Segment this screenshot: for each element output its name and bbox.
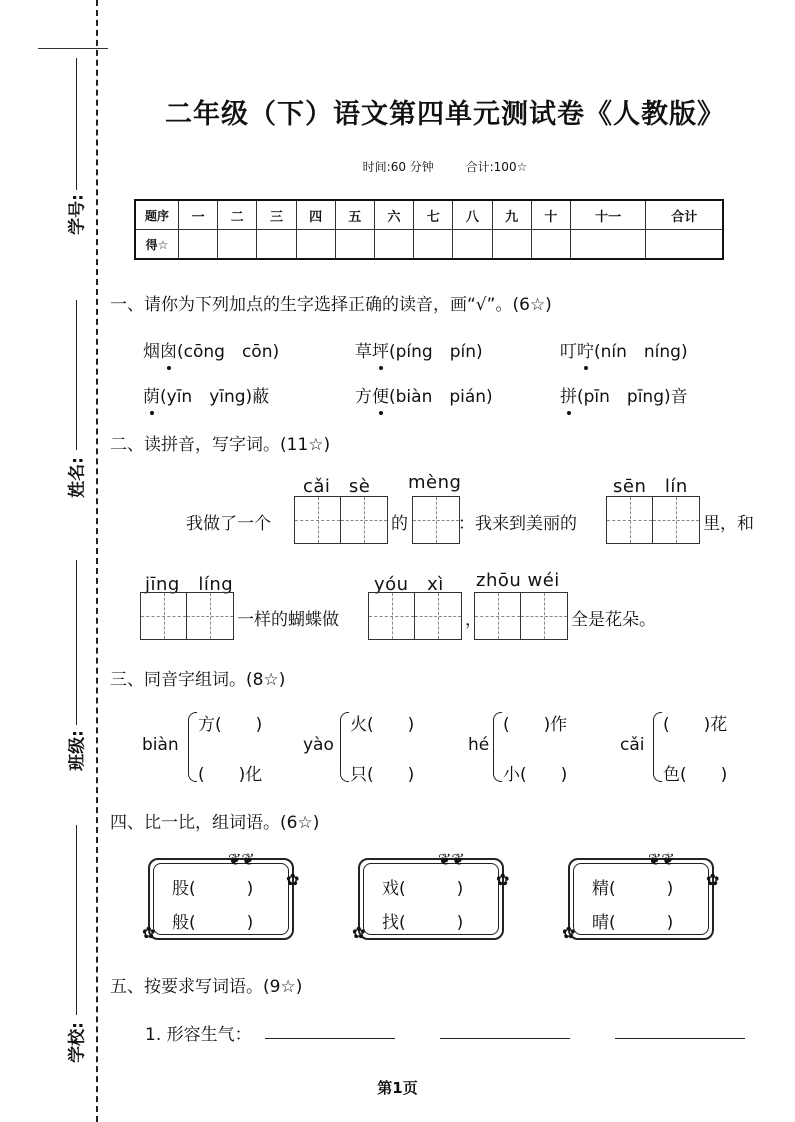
compare-blank[interactable]: 精( ) bbox=[592, 879, 674, 899]
pinyin-label: jīng líng bbox=[145, 574, 234, 595]
pinyin-options: (yīn yīng) bbox=[160, 387, 253, 407]
grid-cell[interactable] bbox=[653, 497, 699, 543]
col-header: 九 bbox=[492, 200, 531, 230]
dotted-char: 便 bbox=[372, 382, 389, 407]
name-label: 姓名: bbox=[67, 457, 88, 498]
time-limit: 时间:60 分钟 bbox=[362, 160, 434, 174]
pinyin-label: mèng bbox=[408, 472, 462, 493]
flower-decoration-icon: ✿ bbox=[142, 923, 156, 942]
sentence-text: 全是花朵。 bbox=[571, 610, 656, 630]
homophone-pinyin: biàn bbox=[142, 735, 179, 755]
pinyin-options: (nín níng) bbox=[594, 342, 688, 362]
score-cell[interactable] bbox=[374, 230, 413, 260]
page-number: 第1页 bbox=[377, 1079, 418, 1097]
score-cell[interactable] bbox=[179, 230, 218, 260]
score-cell[interactable] bbox=[414, 230, 453, 260]
homophone-pinyin: yào bbox=[303, 735, 334, 755]
char: 草 bbox=[355, 342, 372, 362]
grid-cell[interactable] bbox=[521, 593, 567, 639]
homophone-blank[interactable]: ( )作 bbox=[503, 715, 568, 735]
grid-cell[interactable] bbox=[475, 593, 521, 639]
binding-dashed-line bbox=[96, 0, 98, 1122]
homophone-pinyin: cǎi bbox=[620, 735, 645, 755]
col-header: 十 bbox=[531, 200, 570, 230]
pinyin-label: sēn lín bbox=[613, 476, 688, 497]
compare-box bbox=[358, 858, 504, 940]
student-no-label: 学号: bbox=[67, 194, 88, 235]
score-row bbox=[135, 230, 723, 260]
score-cell[interactable] bbox=[218, 230, 257, 260]
dotted-char: 荫 bbox=[143, 382, 160, 407]
brace-icon bbox=[340, 712, 349, 782]
brace-icon bbox=[653, 712, 662, 782]
total-score: 合计:100☆ bbox=[465, 160, 528, 174]
vine-decoration-icon: ❦❦ bbox=[228, 850, 255, 869]
school-label: 学校: bbox=[67, 1022, 88, 1063]
pinyin-choice-item[interactable] bbox=[355, 382, 493, 407]
homophone-blank[interactable]: 小( ) bbox=[503, 765, 568, 785]
col-header: 六 bbox=[374, 200, 413, 230]
compare-blank[interactable]: 般( ) bbox=[172, 913, 254, 933]
pinyin-options: (biàn pián) bbox=[389, 387, 493, 407]
dotted-char: 坪 bbox=[372, 337, 389, 362]
margin-top-rule bbox=[38, 48, 108, 49]
grid-cell[interactable] bbox=[141, 593, 187, 639]
compare-blank[interactable]: 股( ) bbox=[172, 879, 254, 899]
vine-decoration-icon: ❦❦ bbox=[648, 850, 675, 869]
flower-decoration-icon: ✿ bbox=[706, 870, 720, 889]
section5-heading: 五、按要求写词语。(9☆) bbox=[110, 977, 303, 997]
class-label: 班级: bbox=[67, 730, 88, 771]
pinyin-choice-item[interactable] bbox=[560, 337, 688, 362]
col-header: 一 bbox=[179, 200, 218, 230]
pinyin-label: cǎi sè bbox=[303, 476, 371, 497]
grid-cell[interactable] bbox=[413, 497, 459, 543]
sentence-text: ， bbox=[465, 610, 482, 630]
flower-decoration-icon: ✿ bbox=[496, 870, 510, 889]
score-cell[interactable] bbox=[531, 230, 570, 260]
score-cell[interactable] bbox=[453, 230, 492, 260]
col-header: 四 bbox=[296, 200, 335, 230]
pinyin-choice-item[interactable] bbox=[560, 382, 688, 407]
col-header: 八 bbox=[453, 200, 492, 230]
score-label: 得☆ bbox=[135, 230, 179, 260]
grid-cell[interactable] bbox=[369, 593, 415, 639]
section2-heading: 二、读拼音，写字词。(11☆) bbox=[110, 435, 331, 455]
score-cell[interactable] bbox=[492, 230, 531, 260]
question-no-label: 题序 bbox=[135, 200, 179, 230]
write-grid-caise[interactable] bbox=[294, 496, 388, 544]
section1-heading: 一、请你为下列加点的生字选择正确的读音，画“√”。(6☆) bbox=[110, 295, 552, 315]
answer-line[interactable] bbox=[265, 1038, 395, 1039]
char: 音 bbox=[670, 387, 688, 407]
score-cell[interactable] bbox=[335, 230, 374, 260]
student-no-line[interactable] bbox=[76, 58, 77, 190]
score-cell[interactable] bbox=[257, 230, 296, 260]
write-grid-senlin[interactable] bbox=[606, 496, 700, 544]
homophone-blank[interactable]: 火( ) bbox=[350, 715, 415, 735]
grid-cell[interactable] bbox=[341, 497, 387, 543]
page-title: 二年级（下）语文第四单元测试卷《人教版》 bbox=[165, 99, 725, 130]
pinyin-label: zhōu wéi bbox=[476, 570, 560, 591]
pinyin-options: (píng pín) bbox=[389, 342, 483, 362]
write-grid-jingling[interactable] bbox=[140, 592, 234, 640]
grid-cell[interactable] bbox=[295, 497, 341, 543]
char: 蔽 bbox=[252, 387, 270, 407]
grid-cell[interactable] bbox=[187, 593, 233, 639]
compare-blank[interactable]: 戏( ) bbox=[382, 879, 464, 899]
col-header: 五 bbox=[335, 200, 374, 230]
col-header: 合计 bbox=[646, 200, 723, 230]
dotted-char: 咛 bbox=[577, 337, 594, 362]
school-line[interactable] bbox=[76, 825, 77, 1015]
score-cell[interactable] bbox=[296, 230, 335, 260]
pinyin-choice-item[interactable] bbox=[143, 382, 269, 407]
score-cell[interactable] bbox=[646, 230, 723, 260]
homophone-pinyin: hé bbox=[468, 735, 490, 755]
brace-icon bbox=[493, 712, 502, 782]
sentence-text: 的 bbox=[391, 514, 408, 534]
class-line[interactable] bbox=[76, 560, 77, 725]
col-header: 七 bbox=[414, 200, 453, 230]
pinyin-options: (pīn pīng) bbox=[577, 387, 671, 407]
char: 叮 bbox=[560, 342, 577, 362]
flower-decoration-icon: ✿ bbox=[352, 923, 366, 942]
col-header: 三 bbox=[257, 200, 296, 230]
vine-decoration-icon: ❦❦ bbox=[438, 850, 465, 869]
flower-decoration-icon: ✿ bbox=[286, 870, 300, 889]
question-text: 1. 形容生气： bbox=[145, 1025, 252, 1045]
homophone-blank[interactable]: 方( ) bbox=[198, 715, 263, 735]
homophone-blank[interactable]: ( )花 bbox=[663, 715, 728, 735]
pinyin-label: yóu xì bbox=[374, 574, 444, 595]
compare-box bbox=[148, 858, 294, 940]
exam-info bbox=[110, 158, 780, 175]
section3-heading: 三、同音字组词。(8☆) bbox=[110, 670, 286, 690]
pinyin-choice-item[interactable] bbox=[143, 337, 279, 362]
brace-icon bbox=[188, 712, 197, 782]
answer-line[interactable] bbox=[440, 1038, 570, 1039]
flower-decoration-icon: ✿ bbox=[562, 923, 576, 942]
sentence-text: 一样的蝴蝶做 bbox=[237, 610, 339, 630]
col-header: 二 bbox=[218, 200, 257, 230]
sentence-text: 我做了一个 bbox=[186, 514, 271, 534]
compare-blank[interactable]: 晴( ) bbox=[592, 913, 674, 933]
dotted-char: 囱 bbox=[160, 337, 177, 362]
homophone-blank[interactable]: 只( ) bbox=[350, 765, 415, 785]
write-grid-meng[interactable] bbox=[412, 496, 460, 544]
write-grid-youxi[interactable] bbox=[368, 592, 462, 640]
homophone-blank[interactable]: 色( ) bbox=[663, 765, 728, 785]
score-cell[interactable] bbox=[570, 230, 646, 260]
answer-line[interactable] bbox=[615, 1038, 745, 1039]
compare-blank[interactable]: 找( ) bbox=[382, 913, 464, 933]
pinyin-choice-item[interactable] bbox=[355, 337, 483, 362]
sentence-text: 里，和 bbox=[703, 514, 754, 534]
char: 烟 bbox=[143, 342, 160, 362]
homophone-blank[interactable]: ( )化 bbox=[198, 765, 263, 785]
grid-cell[interactable] bbox=[607, 497, 653, 543]
dotted-char: 拼 bbox=[560, 382, 577, 407]
pinyin-options: (cōng cōn) bbox=[177, 342, 280, 362]
grid-cell[interactable] bbox=[415, 593, 461, 639]
name-line[interactable] bbox=[76, 300, 77, 450]
write-grid-zhouwei[interactable] bbox=[474, 592, 568, 640]
score-header-row bbox=[135, 200, 723, 230]
char: 方 bbox=[355, 387, 372, 407]
section4-heading: 四、比一比，组词语。(6☆) bbox=[110, 813, 320, 833]
score-table bbox=[134, 199, 724, 260]
sentence-text: ：我来到美丽的 bbox=[458, 514, 577, 534]
compare-box bbox=[568, 858, 714, 940]
col-header: 十一 bbox=[570, 200, 646, 230]
